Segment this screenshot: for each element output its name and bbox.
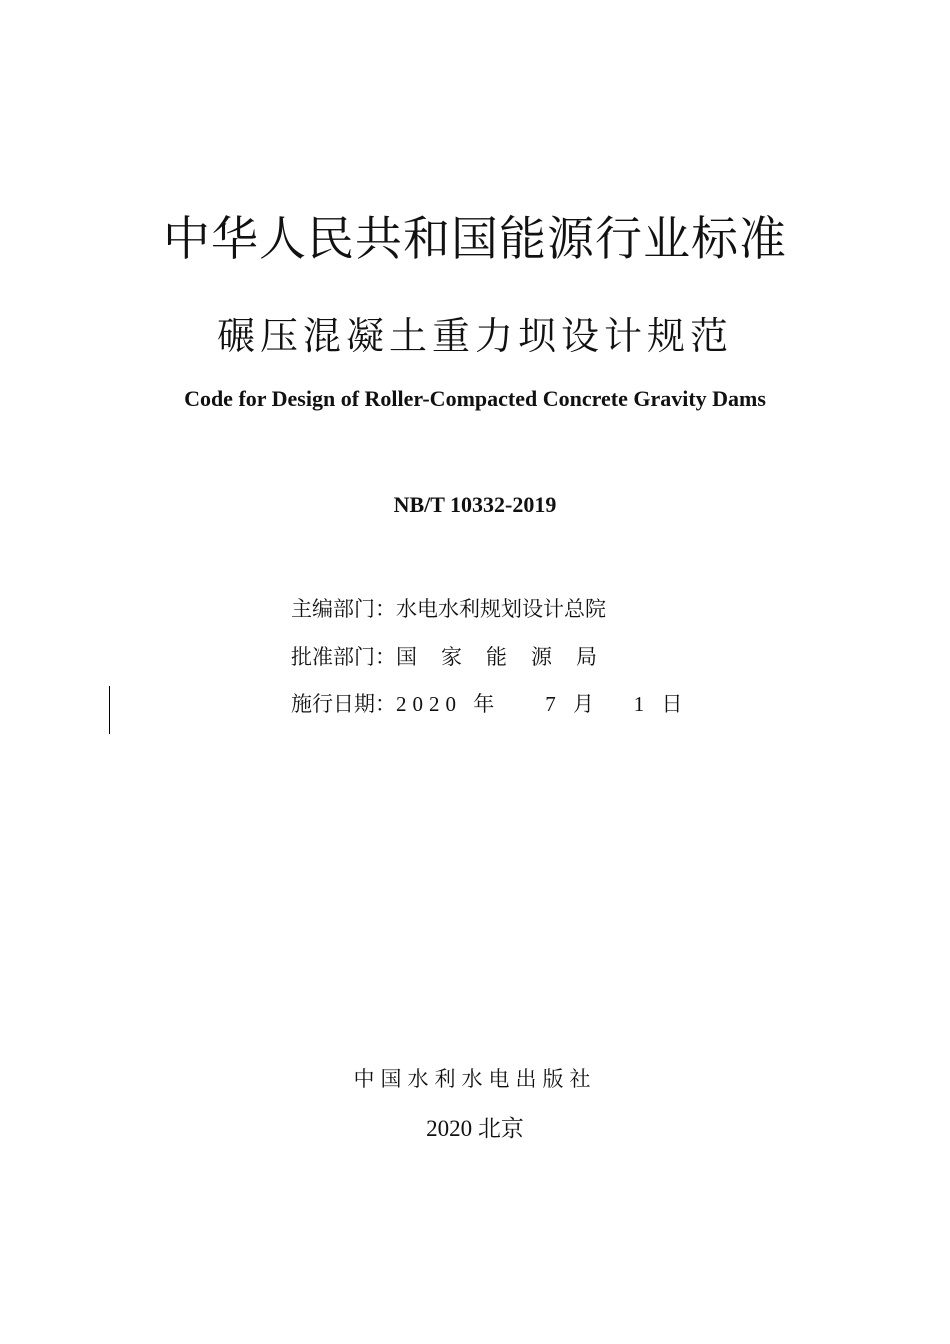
effective-day: 1: [633, 692, 651, 716]
publication-place-year: 2020 北京: [426, 1116, 524, 1141]
editor-row: [291, 592, 606, 626]
approver-value: 国家能源局: [396, 645, 621, 669]
effective-year-unit: 年: [473, 692, 501, 716]
approver-row: [291, 640, 621, 674]
effective-day-unit: 日: [661, 692, 689, 716]
publisher-name: 中国水利水电出版社: [353, 1067, 597, 1091]
margin-line: [109, 686, 110, 734]
effective-year: 2020: [396, 692, 462, 716]
standard-number: NB/T 10332-2019: [393, 492, 557, 517]
document-title-cn: 碾压混凝土重力坝设计规范: [216, 314, 733, 358]
effective-month-unit: 月: [573, 692, 600, 716]
editor-value: 水电水利规划设计总院: [396, 597, 606, 621]
document-title-en: Code for Design of Roller-Compacted Concrete Gravity Dams: [184, 386, 766, 411]
effective-date-label: 施行日期：: [291, 692, 396, 716]
approver-label: 批准部门：: [291, 645, 396, 669]
effective-date-value: [396, 687, 689, 721]
effective-month: 7: [545, 692, 562, 716]
standard-category-title: 中华人民共和国能源行业标准: [163, 212, 787, 267]
effective-date-row: [291, 687, 689, 721]
editor-label: 主编部门：: [291, 597, 396, 621]
